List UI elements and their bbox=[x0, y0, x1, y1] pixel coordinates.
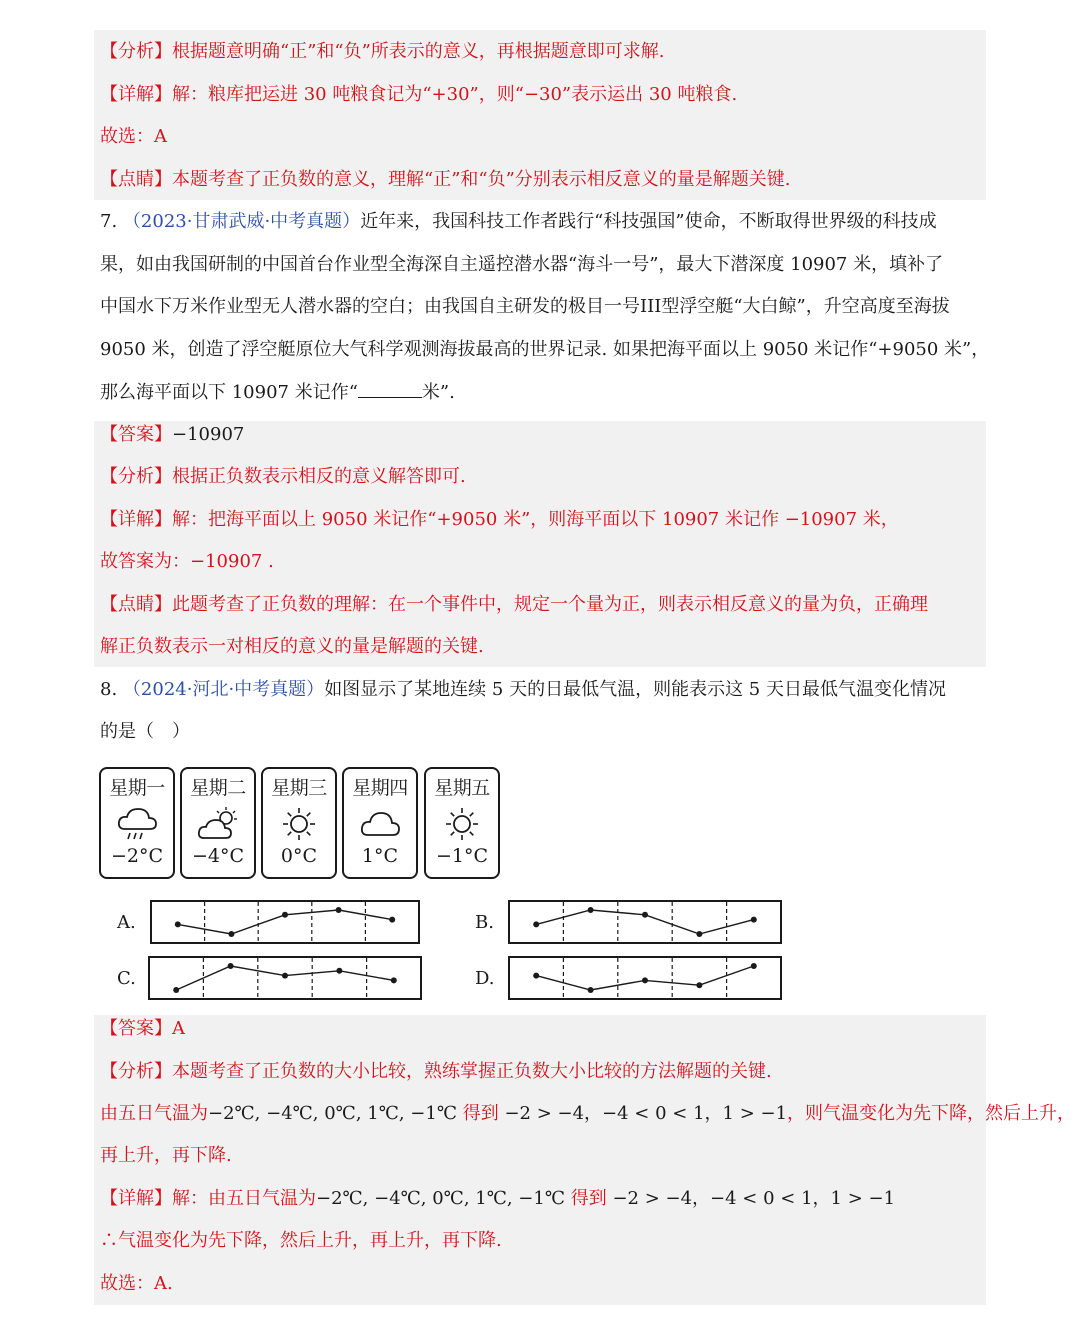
question-7-line-1 bbox=[100, 210, 937, 234]
question-source-8: （2024·河北·中考真题） bbox=[122, 679, 325, 700]
reason-8-line-2: 再上升，再下降. bbox=[100, 1145, 232, 1166]
reason-inequalities: −2 > −4，−4 < 0 < 1，1 > −1 bbox=[504, 1103, 788, 1124]
option-chart-b bbox=[508, 900, 782, 944]
question-8-text-1: 如图显示了某地连续 5 天的日最低气温，则能表示这 5 天日最低气温变化情况 bbox=[324, 679, 946, 700]
day-temp: 1°C bbox=[361, 845, 399, 867]
answer-blank bbox=[358, 380, 422, 398]
day-name: 星期二 bbox=[190, 777, 246, 799]
data-point bbox=[751, 963, 757, 969]
detail-text-a: 【详解】解：由五日气温为 bbox=[100, 1188, 316, 1209]
data-point bbox=[588, 987, 594, 993]
sun-icon bbox=[440, 805, 484, 843]
cloud-icon bbox=[358, 805, 402, 843]
data-point bbox=[533, 921, 539, 927]
data-point bbox=[696, 931, 702, 937]
rain-cloud-icon bbox=[115, 805, 159, 843]
conclusion-7: 故答案为：−10907 . bbox=[100, 551, 274, 572]
day-card-friday bbox=[424, 767, 500, 879]
detail-text-b: 得到 bbox=[570, 1188, 607, 1209]
choice-8: 故选：A. bbox=[100, 1273, 173, 1294]
comment-7-line-1: 【点睛】此题考查了正负数的理解：在一个事件中，规定一个量为正，则表示相反意义的量为负，正确理 bbox=[100, 594, 928, 615]
choice-6: 故选：A bbox=[100, 126, 167, 147]
answer-8 bbox=[100, 1017, 185, 1041]
solution-block-7 bbox=[94, 421, 986, 667]
data-point bbox=[173, 987, 179, 993]
question-7-text-1: 近年来，我国科技工作者践行“科技强国”使命，不断取得世界级的科技成 bbox=[360, 211, 937, 232]
analysis-6: 【分析】根据题意明确“正”和“负”所表示的意义，再根据题意即可求解. bbox=[100, 41, 665, 62]
detail-6: 【详解】解：粮库把运进 30 吨粮食记为“+30”，则“−30”表示运出 30 吨粮食. bbox=[100, 84, 738, 105]
day-card-thursday bbox=[342, 767, 418, 879]
answer-label-8: 【答案】 bbox=[100, 1018, 172, 1039]
answer-value-7: −10907 bbox=[172, 424, 245, 445]
day-card-wednesday bbox=[261, 767, 337, 879]
question-7-line-4: 9050 米，创造了浮空艇原位大气科学观测海拔最高的世界记录. 如果把海平面以上 9050 米记作“+9050 米”， bbox=[100, 339, 990, 360]
data-point bbox=[175, 921, 181, 927]
answer-7 bbox=[100, 423, 244, 447]
therefore-8: ∴气温变化为先下降，然后上升，再上升，再下降. bbox=[100, 1230, 502, 1251]
data-point bbox=[642, 912, 648, 918]
analysis-8: 【分析】本题考查了正负数的大小比较，熟练掌握正负数大小比较的方法解题的关键. bbox=[100, 1061, 772, 1082]
reason-8-line-1 bbox=[100, 1102, 1075, 1126]
comment-6: 【点睛】本题考查了正负数的意义，理解“正”和“负”分别表示相反意义的量是解题关键. bbox=[100, 169, 791, 190]
data-point bbox=[533, 973, 539, 979]
day-temp: −2°C bbox=[110, 845, 164, 867]
day-temp: 0°C bbox=[280, 845, 318, 867]
reason-text-b: 得到 bbox=[462, 1103, 499, 1124]
day-card-tuesday bbox=[180, 767, 256, 879]
option-chart-a bbox=[150, 900, 420, 944]
partly-cloudy-icon bbox=[196, 805, 240, 843]
day-name: 星期五 bbox=[434, 777, 490, 799]
data-point bbox=[642, 977, 648, 983]
reason-text-a: 由五日气温为 bbox=[100, 1103, 208, 1124]
detail-8 bbox=[100, 1187, 895, 1211]
sun-icon bbox=[277, 805, 321, 843]
question-7-line-5 bbox=[100, 380, 455, 405]
question-7-text-5a: 那么海平面以下 10907 米记作“ bbox=[100, 382, 358, 403]
comment-7-line-2: 解正负数表示一对相反的意义的量是解题的关键. bbox=[100, 636, 484, 657]
chart-frame bbox=[509, 901, 781, 943]
data-point bbox=[336, 907, 342, 913]
data-point bbox=[228, 963, 234, 969]
data-point bbox=[282, 973, 288, 979]
question-number-7: 7. bbox=[100, 211, 118, 232]
answer-label-7: 【答案】 bbox=[100, 424, 172, 445]
option-label-c: C. bbox=[117, 968, 136, 989]
option-label-a: A. bbox=[117, 912, 136, 933]
chart-frame bbox=[151, 901, 419, 943]
data-point bbox=[588, 907, 594, 913]
question-8-line-1 bbox=[100, 678, 946, 702]
day-temp: −4°C bbox=[191, 845, 245, 867]
detail-temps: −2℃, −4℃, 0℃, 1℃, −1℃ bbox=[316, 1188, 565, 1209]
option-chart-d bbox=[508, 956, 782, 1000]
detail-7: 【详解】解：把海平面以上 9050 米记作“+9050 米”，则海平面以下 10907 米记作 −10907 米， bbox=[100, 509, 899, 530]
data-point bbox=[336, 968, 342, 974]
reason-text-c: ，则气温变化为先下降，然后上升， bbox=[787, 1103, 1076, 1124]
detail-inequalities: −2 > −4，−4 < 0 < 1，1 > −1 bbox=[612, 1188, 896, 1209]
reason-temps: −2℃, −4℃, 0℃, 1℃, −1℃ bbox=[208, 1103, 457, 1124]
data-point bbox=[751, 917, 757, 923]
analysis-7: 【分析】根据正负数表示相反的意义解答即可. bbox=[100, 466, 466, 487]
option-label-d: D. bbox=[475, 968, 495, 989]
day-name: 星期四 bbox=[352, 777, 408, 799]
option-chart-c bbox=[148, 956, 422, 1000]
option-label-b: B. bbox=[475, 912, 494, 933]
data-point bbox=[391, 977, 397, 983]
day-name: 星期一 bbox=[109, 777, 165, 799]
question-8-line-2: 的是（ ） bbox=[100, 721, 190, 742]
day-temp: −1°C bbox=[435, 845, 489, 867]
data-point bbox=[696, 982, 702, 988]
question-7-line-3: 中国水下万米作业型无人潜水器的空白；由我国自主研发的极目一号III型浮空艇“大白鲸”，升空高度至海拔 bbox=[100, 296, 950, 317]
data-point bbox=[228, 931, 234, 937]
data-point bbox=[282, 912, 288, 918]
day-name: 星期三 bbox=[271, 777, 327, 799]
answer-value-8: A bbox=[172, 1018, 185, 1039]
question-source-7: （2023·甘肃武威·中考真题） bbox=[122, 211, 361, 232]
question-number-8: 8. bbox=[100, 679, 118, 700]
question-7-line-2: 果，如由我国研制的中国首台作业型全海深自主遥控潜水器“海斗一号”，最大下潜深度 10907 米，填补了 bbox=[100, 254, 944, 275]
question-7-text-5b: 米”. bbox=[421, 382, 455, 403]
day-card-monday bbox=[99, 767, 175, 879]
data-point bbox=[389, 917, 395, 923]
